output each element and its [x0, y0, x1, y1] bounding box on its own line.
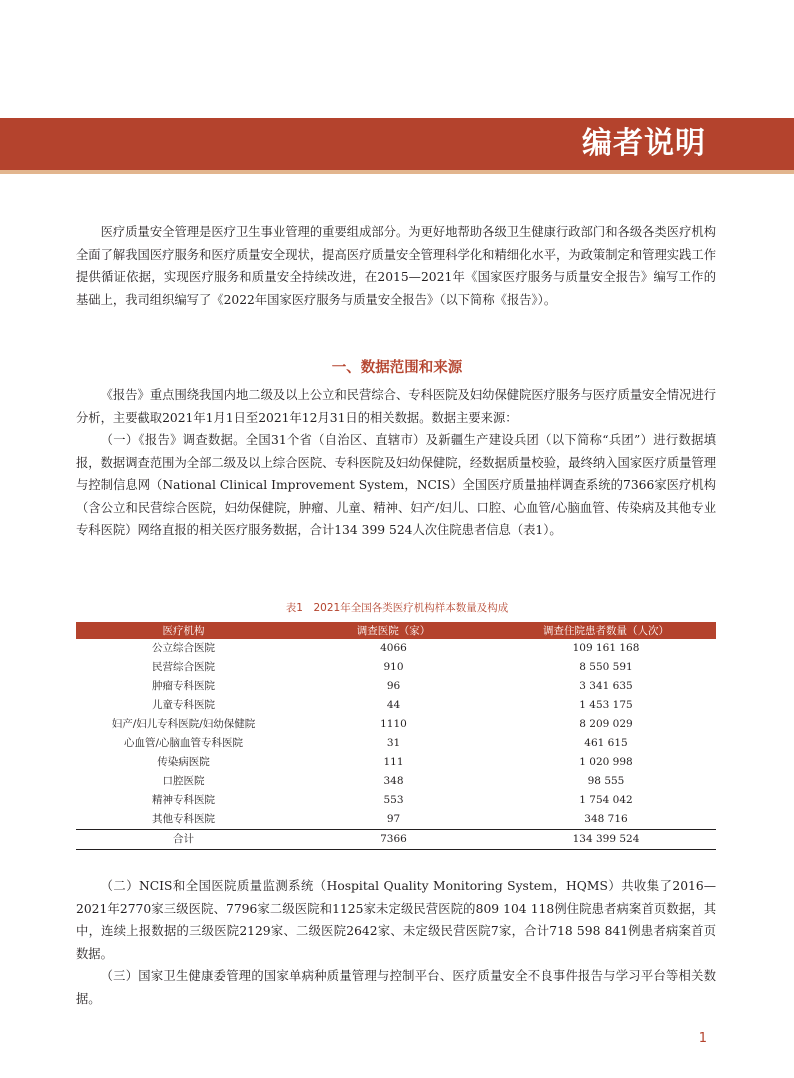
- cell-hospitals: 111: [383, 756, 404, 768]
- institution-sample-table: [76, 622, 716, 850]
- cell-institution: 传染病医院: [157, 756, 210, 768]
- section-paragraph-3: （二）NCIS和全国医院质量监测系统（Hospital Quality Monitoring System，HQMS）共收集了2016—2021年2770家三级医院、7796家二级医院和1125家未定级民营医院的809 104 118例住院患者病案首页数据，其中，连续上报数据的三级医院2129家、二级医院2642家、未定级民营医院7家，合计718 598 841例患者病案首页数据。: [76, 879, 716, 961]
- cell-hospitals: 31: [386, 737, 401, 749]
- total-inpatients: 134 399 524: [496, 830, 716, 850]
- banner-stripe: [0, 170, 794, 174]
- cell-inpatients: 8 550 591: [579, 661, 633, 673]
- table-row: [76, 715, 716, 734]
- cell-inpatients: 3 341 635: [579, 680, 633, 692]
- cell-hospitals: 553: [383, 794, 404, 806]
- column-header-institution: 医疗机构: [76, 622, 291, 639]
- cell-institution: 心血管/心脑血管专科医院: [123, 737, 244, 749]
- cell-inpatients: 1 020 998: [579, 756, 633, 768]
- cell-institution: 肿瘤专科医院: [152, 680, 215, 692]
- cell-institution: 精神专科医院: [152, 794, 215, 806]
- page-number: 1: [698, 1031, 707, 1046]
- cell-inpatients: 461 615: [584, 737, 628, 749]
- section-paragraph-1: 《报告》重点围绕我国内地二级及以上公立和民营综合、专科医院及妇幼保健院医疗服务与医疗质量安全情况进行分析，主要截取2021年1月1日至2021年12月31日的相关数据。数据主要来源：: [76, 388, 716, 425]
- total-hospitals: 7366: [291, 830, 496, 850]
- table-caption: 表1 2021年全国各类医疗机构样本数量及构成: [285, 602, 509, 614]
- cell-institution: 民营综合医院: [152, 661, 215, 673]
- cell-inpatients: 1 754 042: [579, 794, 633, 806]
- table-row: [76, 772, 716, 791]
- table-row: [76, 753, 716, 772]
- cell-inpatients: 1 453 175: [579, 699, 633, 711]
- section-heading: 一、数据范围和来源: [331, 360, 463, 376]
- table-header-row: [76, 622, 716, 639]
- table-row: [76, 734, 716, 753]
- cell-inpatients: 109 161 168: [572, 642, 640, 654]
- cell-hospitals: 1110: [380, 718, 407, 730]
- table-row: [76, 696, 716, 715]
- cell-hospitals: 4066: [380, 642, 407, 654]
- cell-inpatients: 8 209 029: [579, 718, 633, 730]
- total-label: 合计: [76, 830, 291, 850]
- cell-institution: 公立综合医院: [152, 642, 215, 654]
- cell-institution: 口腔医院: [162, 775, 205, 787]
- page-title: 编者说明: [582, 126, 706, 161]
- cell-hospitals: 44: [386, 699, 401, 711]
- table-row: [76, 677, 716, 696]
- table-row: [76, 810, 716, 830]
- section-paragraph-2: （一）《报告》调查数据。全国31个省（自治区、直辖市）及新疆生产建设兵团（以下简称“兵团”）进行数据填报，数据调查范围为全部二级及以上综合医院、专科医院及妇幼保健院，经数据质量校验，最终纳入国家医疗质量管理与控制信息网（National Clinical Improvement System，NCIS）全国医疗质量抽样调查系统的7366家医疗机构（含公立和民营综合医院，妇幼保健院，肿瘤、儿童、精神、妇产/妇儿、口腔、心血管/心脑血管、传染病及其他专业专科医院）网络直报的相关医疗服务数据，合计134 399 524人次住院患者信息（表1）。: [76, 433, 716, 537]
- cell-inpatients: 348 716: [584, 813, 628, 825]
- cell-hospitals: 910: [383, 661, 404, 673]
- table-row: [76, 791, 716, 810]
- cell-hospitals: 348: [383, 775, 404, 787]
- column-header-inpatients: 调查住院患者数量（人次）: [496, 622, 716, 639]
- cell-inpatients: 98 555: [587, 775, 625, 787]
- column-header-hospitals: 调查医院（家）: [291, 622, 496, 639]
- cell-institution: 妇产/妇儿专科医院/妇幼保健院: [111, 718, 256, 730]
- table-row: [76, 658, 716, 677]
- cell-hospitals: 96: [386, 680, 401, 692]
- table-row: [76, 639, 716, 658]
- intro-paragraph: 医疗质量安全管理是医疗卫生事业管理的重要组成部分。为更好地帮助各级卫生健康行政部门和各级各类医疗机构全面了解我国医疗服务和医疗质量安全现状，提高医疗质量安全管理科学化和精细化水平，为政策制定和管理实践工作提供循证依据，实现医疗服务和质量安全持续改进，在2015—2021年《国家医疗服务与质量安全报告》编写工作的基础上，我司组织编写了《2022年国家医疗服务与质量安全报告》（以下简称《报告》）。: [76, 225, 716, 307]
- cell-hospitals: 97: [386, 813, 401, 825]
- table-total-row: [76, 830, 716, 850]
- cell-institution: 儿童专科医院: [152, 699, 215, 711]
- section-paragraph-4: （三）国家卫生健康委管理的国家单病种质量管理与控制平台、医疗质量安全不良事件报告与学习平台等相关数据。: [76, 969, 716, 1006]
- cell-institution: 其他专科医院: [152, 813, 215, 825]
